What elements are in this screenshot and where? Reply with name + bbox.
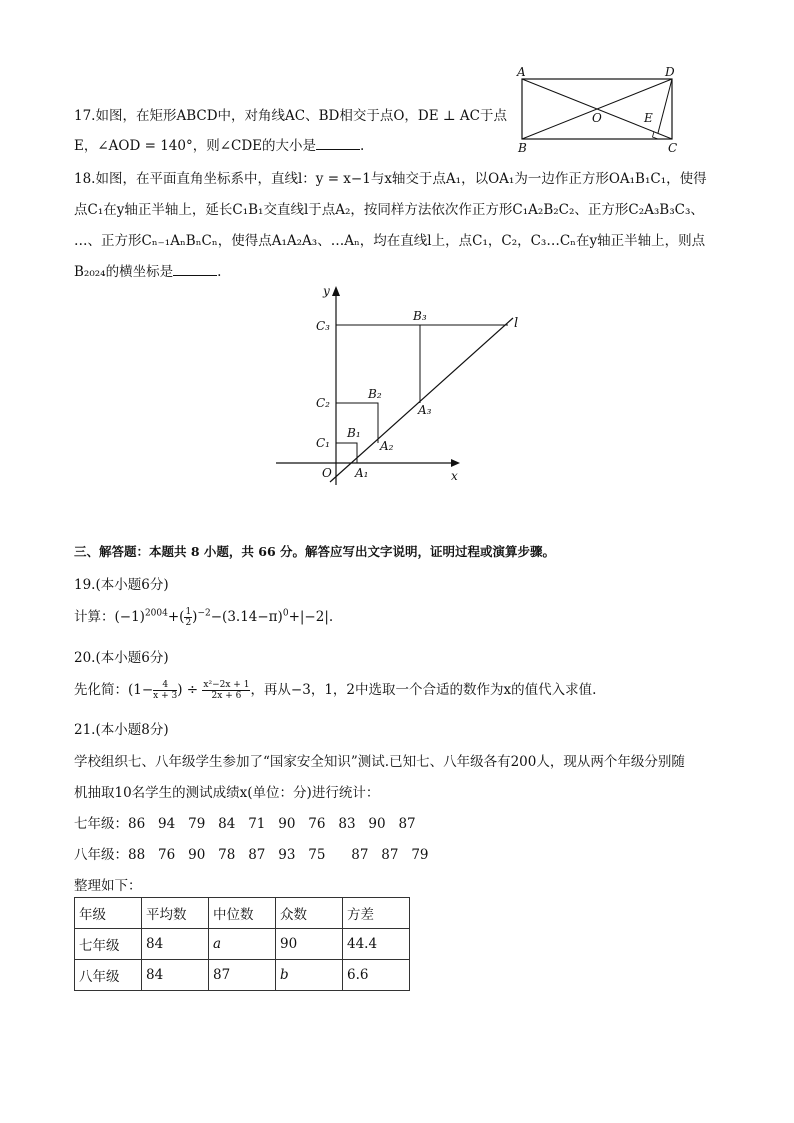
- label-c3: C₃: [316, 319, 330, 333]
- q19-tail: +|−2|.: [288, 609, 334, 625]
- label-l: l: [514, 316, 519, 331]
- q18-line4: [74, 260, 221, 280]
- q18-line4-text: B₂₀₂₄的横坐标是: [74, 264, 174, 280]
- q17-line1: 17.如图，在矩形ABCD中，对角线AC、BD相交于点O，DE ⊥ AC于点: [74, 108, 507, 124]
- table-cell: 6.6: [343, 960, 410, 991]
- q21-grade8-scores: 八年级：88 76 90 78 87 93 75 87 87 79: [74, 847, 429, 863]
- table-cell: 90: [276, 929, 343, 960]
- x-axis-arrow: [451, 459, 460, 467]
- table-cell: 44.4: [343, 929, 410, 960]
- table-cell: 84: [142, 960, 209, 991]
- figure-rectangle-abcd: [510, 62, 690, 154]
- label-a2: A₂: [380, 439, 394, 453]
- table-header-row: [75, 898, 410, 929]
- y-axis-arrow: [332, 286, 340, 296]
- q20-prefix: 先化简：(1−: [74, 682, 154, 698]
- q19-close: ): [192, 609, 198, 625]
- segment-de: [658, 79, 672, 133]
- label-b1: B₁: [347, 426, 361, 440]
- q19-exp2: −2: [197, 608, 211, 619]
- table-header: 方差: [343, 898, 410, 929]
- figure-coordinate-squares: [270, 280, 530, 490]
- q20-fraction-2: [202, 680, 250, 701]
- table-cell: 87: [209, 960, 276, 991]
- table-row: [75, 929, 410, 960]
- q19-plus: +(: [167, 609, 185, 625]
- q20-title: 20.(本小题6分): [74, 650, 169, 666]
- q19-title: 19.(本小题6分): [74, 577, 169, 593]
- table-cell: 七年级: [75, 929, 142, 960]
- table-cell: 八年级: [75, 960, 142, 991]
- q21-line1: 学校组织七、八年级学生参加了“国家安全知识”测试.已知七、八年级各有200人，现从两个年级分别随: [74, 754, 685, 770]
- q20-tail: ，再从−3，1，2中选取一个合适的数作为x的值代入求值.: [250, 682, 597, 698]
- statistics-table: [74, 897, 410, 991]
- label-b: B: [518, 141, 527, 154]
- q21-line2: 机抽取10名学生的测试成绩x(单位：分)进行统计：: [74, 785, 380, 801]
- label-c1: C₁: [316, 436, 330, 450]
- label-origin: O: [322, 466, 332, 480]
- q19-half-fraction: [184, 607, 192, 628]
- q19-half-den: 2: [185, 618, 192, 628]
- q21-title: 21.(本小题8分): [74, 722, 169, 738]
- q20-expression: [74, 678, 596, 701]
- q18-line1: 18.如图，在平面直角坐标系中，直线l：y = x−1与x轴交于点A₁，以OA₁为一边作正方形OA₁B₁C₁，使得: [74, 171, 707, 187]
- q20-f1-num: 4: [153, 680, 177, 691]
- q20-f1-den: x + 3: [153, 691, 178, 701]
- q17-period: .: [360, 138, 365, 154]
- answer-blank: [173, 263, 217, 276]
- q18-line3: …、正方形Cₙ₋₁AₙBₙCₙ，使得点A₁A₂A₃、…Aₙ，均在直线l上，点C₁，C₂，C₃…Cₙ在y轴正半轴上，则点: [74, 233, 706, 249]
- label-x: x: [451, 469, 458, 483]
- section-heading: 三、解答题：本题共 8 小题，共 66 分。解答应写出文字说明，证明过程或演算步骤。: [74, 544, 556, 559]
- label-a1: A₁: [355, 466, 369, 480]
- table-cell: b: [276, 960, 343, 991]
- q19-rest: −(3.14−π): [210, 609, 283, 625]
- table-header: 众数: [276, 898, 343, 929]
- q20-mid: ) ÷: [177, 682, 203, 698]
- label-a3: A₃: [418, 403, 432, 417]
- q18-line2: 点C₁在y轴正半轴上，延长C₁B₁交直线l于点A₂，按同样方法依次作正方形C₁A₂B₂C₂、正方形C₂A₃B₃C₃、: [74, 202, 704, 218]
- table-header: 年级: [75, 898, 142, 929]
- table-header: 中位数: [209, 898, 276, 929]
- q18-period: .: [217, 264, 222, 280]
- q19-half-num: 1: [185, 607, 192, 617]
- label-b2: B₂: [368, 387, 382, 401]
- q19-expression: [74, 605, 333, 628]
- q20-f2-den: 2x + 6: [211, 691, 242, 701]
- label-c: C: [668, 141, 678, 154]
- answer-blank: [316, 137, 360, 150]
- table-cell: a: [209, 929, 276, 960]
- table-row: [75, 960, 410, 991]
- q19-exp3: 0: [282, 608, 289, 619]
- label-o: O: [592, 111, 602, 125]
- q21-grade7-scores: 七年级：86 94 79 84 71 90 76 83 90 87: [74, 816, 416, 832]
- label-b3: B₃: [413, 309, 427, 323]
- q21-summary: 整理如下：: [74, 878, 142, 894]
- label-d: D: [665, 65, 675, 79]
- label-c2: C₂: [316, 396, 330, 410]
- q19-exp1: 2004: [144, 608, 168, 619]
- table-header: 平均数: [142, 898, 209, 929]
- q20-fraction-1: [153, 680, 177, 701]
- q19-prefix: 计算：(−1): [74, 609, 145, 625]
- label-y: y: [323, 284, 330, 298]
- q17-line2-text: E，∠AOD = 140°，则∠CDE的大小是: [74, 138, 317, 154]
- table-cell: 84: [142, 929, 209, 960]
- label-a: A: [517, 65, 526, 79]
- q17-line2: [74, 134, 364, 154]
- label-e: E: [644, 111, 653, 125]
- q20-f2-num: x²−2x + 1: [203, 680, 250, 690]
